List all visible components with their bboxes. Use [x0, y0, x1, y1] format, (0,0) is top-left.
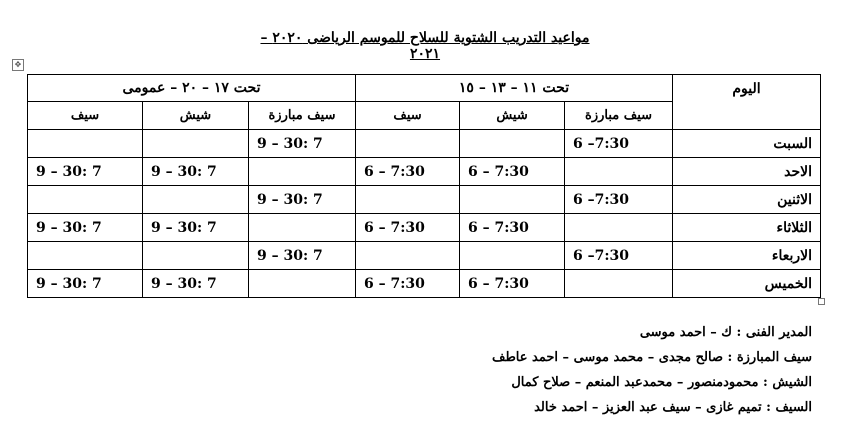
table-header-row	[28, 75, 821, 102]
time-cell: 9 – 30: 7	[143, 214, 249, 242]
time-cell: 9 – 30: 7	[249, 130, 356, 158]
time-cell: 9 – 30: 7	[143, 158, 249, 186]
time-cell: 6 – 7:30	[356, 214, 460, 242]
time-cell	[460, 186, 565, 214]
time-cell	[28, 186, 143, 214]
table-row	[28, 186, 821, 214]
weapon-header: سيف	[28, 102, 143, 130]
time-cell: 9 – 30: 7	[28, 270, 143, 298]
day-cell: الاحد	[673, 158, 821, 186]
time-cell	[249, 214, 356, 242]
document-title: مواعيد التدريب الشتوية للسلاح للموسم الرياضى ٢٠٢٠ – ٢٠٢١	[260, 30, 590, 62]
day-cell: الخميس	[673, 270, 821, 298]
time-cell	[143, 130, 249, 158]
time-cell: 6 – 7:30	[356, 270, 460, 298]
day-cell: الاثنين	[673, 186, 821, 214]
weapon-header: سيف	[356, 102, 460, 130]
time-cell	[356, 186, 460, 214]
time-cell: 9 – 30: 7	[249, 242, 356, 270]
time-cell	[28, 242, 143, 270]
weapon-header: سيف مبارزة	[249, 102, 356, 130]
day-cell: الثلاثاء	[673, 214, 821, 242]
time-cell	[356, 130, 460, 158]
table-row	[28, 270, 821, 298]
time-cell	[143, 186, 249, 214]
staff-line: السيف : تميم غازى – سيف عبد العزيز – احمد خالد	[534, 400, 812, 415]
group-header-junior: تحت ١١ – ١٣ – ١٥	[356, 75, 673, 102]
time-cell: 9 – 30: 7	[249, 186, 356, 214]
group-header-senior: تحت ١٧ – ٢٠ – عمومى	[28, 75, 356, 102]
time-cell	[28, 130, 143, 158]
staff-line: الشيش : محمودمنصور – محمدعبد المنعم – صلاح كمال	[511, 375, 812, 390]
time-cell: 6 – 7:30	[356, 158, 460, 186]
day-cell: الاربعاء	[673, 242, 821, 270]
time-cell	[460, 130, 565, 158]
table-move-handle-icon[interactable]: ✥	[12, 59, 24, 71]
staff-line: سيف المبارزة : صالح مجدى – محمد موسى – احمد عاطف	[492, 350, 812, 365]
time-cell	[565, 270, 673, 298]
time-cell: 9 – 30: 7	[28, 214, 143, 242]
time-cell	[565, 158, 673, 186]
time-cell	[143, 242, 249, 270]
time-cell: 6 –7:30	[565, 130, 673, 158]
weapon-header: سيف مبارزة	[565, 102, 673, 130]
schedule-table	[27, 74, 821, 298]
staff-list	[372, 320, 812, 420]
day-column-header: اليوم	[673, 75, 821, 130]
weapon-header: شيش	[460, 102, 565, 130]
weapon-header: شيش	[143, 102, 249, 130]
time-cell	[356, 242, 460, 270]
time-cell	[565, 214, 673, 242]
time-cell	[460, 242, 565, 270]
time-cell: 6 –7:30	[565, 186, 673, 214]
table-row	[28, 158, 821, 186]
time-cell: 9 – 30: 7	[143, 270, 249, 298]
table-row	[28, 214, 821, 242]
time-cell: 6 – 7:30	[460, 270, 565, 298]
time-cell: 6 – 7:30	[460, 214, 565, 242]
table-row	[28, 242, 821, 270]
staff-line: المدير الفنى : ك – احمد موسى	[639, 325, 812, 340]
time-cell	[249, 158, 356, 186]
time-cell	[249, 270, 356, 298]
day-cell: السبت	[673, 130, 821, 158]
table-row	[28, 130, 821, 158]
table-resize-handle[interactable]	[818, 298, 825, 305]
time-cell: 9 – 30: 7	[28, 158, 143, 186]
time-cell: 6 –7:30	[565, 242, 673, 270]
time-cell: 6 – 7:30	[460, 158, 565, 186]
